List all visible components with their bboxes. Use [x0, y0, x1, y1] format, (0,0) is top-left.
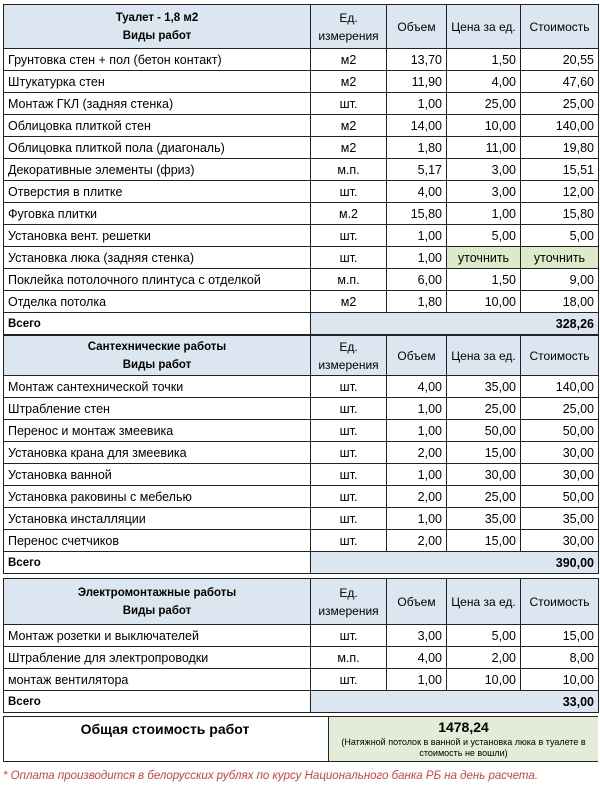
price-cell: уточнить — [447, 247, 521, 269]
price-cell: 4,00 — [447, 71, 521, 93]
table-row — [4, 508, 599, 530]
volume-cell: 2,00 — [387, 442, 447, 464]
header-unit: Ед. измерения — [311, 336, 387, 376]
unit-cell: м2 — [311, 115, 387, 137]
work-name-cell: Монтаж сантехнической точки — [4, 376, 311, 398]
unit-cell: шт. — [311, 464, 387, 486]
table-row — [4, 181, 599, 203]
price-cell: 35,00 — [447, 376, 521, 398]
volume-cell: 1,00 — [387, 669, 447, 691]
unit-cell: м.п. — [311, 647, 387, 669]
work-name-cell: Отверстия в плитке — [4, 181, 311, 203]
unit-cell: м2 — [311, 137, 387, 159]
volume-cell: 4,00 — [387, 181, 447, 203]
volume-cell: 13,70 — [387, 49, 447, 71]
work-name-cell: Установка ванной — [4, 464, 311, 486]
work-name-cell: Штукатурка стен — [4, 71, 311, 93]
cost-cell: 140,00 — [521, 115, 599, 137]
header-unit: Ед. измерения — [311, 5, 387, 49]
price-cell: 15,00 — [447, 530, 521, 552]
work-name-cell: Установка раковины с мебелью — [4, 486, 311, 508]
header-cost: Стоимость — [521, 336, 599, 376]
grand-total-label: Общая стоимость работ — [80, 721, 250, 737]
grand-total-cell — [328, 717, 598, 761]
unit-cell: шт. — [311, 442, 387, 464]
section-table — [3, 4, 599, 335]
unit-cell: шт. — [311, 247, 387, 269]
header-volume: Объем — [387, 5, 447, 49]
cost-cell: 19,80 — [521, 137, 599, 159]
table-row — [4, 420, 599, 442]
section-total-label: Всего — [4, 313, 311, 335]
cost-cell: уточнить — [521, 247, 599, 269]
table-row — [4, 115, 599, 137]
volume-cell: 6,00 — [387, 269, 447, 291]
volume-cell: 1,00 — [387, 225, 447, 247]
payment-footnote: * Оплата производится в белорусских рублях по курсу Национального банка РБ на день расчета. — [3, 770, 538, 782]
price-cell: 10,00 — [447, 669, 521, 691]
unit-cell: шт. — [311, 420, 387, 442]
section-table — [3, 335, 599, 574]
section-total-value: 328,26 — [311, 313, 599, 335]
price-cell: 35,00 — [447, 508, 521, 530]
cost-cell: 47,60 — [521, 71, 599, 93]
unit-cell: шт. — [311, 669, 387, 691]
work-name-cell: Установка вент. решетки — [4, 225, 311, 247]
table-row — [4, 486, 599, 508]
table-row — [4, 225, 599, 247]
price-cell: 25,00 — [447, 93, 521, 115]
price-cell: 1,00 — [447, 203, 521, 225]
header-price: Цена за ед. — [447, 579, 521, 625]
table-row — [4, 247, 599, 269]
work-name-cell: Облицовка плиткой пола (диагональ) — [4, 137, 311, 159]
table-row — [4, 398, 599, 420]
header-cost: Стоимость — [521, 5, 599, 49]
table-row — [4, 464, 599, 486]
volume-cell: 4,00 — [387, 647, 447, 669]
price-cell: 5,00 — [447, 625, 521, 647]
section-title: Электромонтажные работы — [77, 586, 237, 599]
table-row — [4, 647, 599, 669]
unit-cell: шт. — [311, 376, 387, 398]
unit-cell: м2 — [311, 49, 387, 71]
work-name-cell: Перенос и монтаж змеевика — [4, 420, 311, 442]
unit-cell: шт. — [311, 530, 387, 552]
unit-cell: шт. — [311, 398, 387, 420]
volume-cell: 1,00 — [387, 93, 447, 115]
section-title-cell — [4, 5, 311, 49]
work-name-cell: Перенос счетчиков — [4, 530, 311, 552]
table-row — [4, 291, 599, 313]
section-table — [3, 578, 599, 713]
work-name-cell: Монтаж ГКЛ (задняя стенка) — [4, 93, 311, 115]
section-title-cell — [4, 336, 311, 376]
unit-cell: м2 — [311, 71, 387, 93]
unit-cell: м2 — [311, 291, 387, 313]
cost-cell: 50,00 — [521, 486, 599, 508]
table-row — [4, 530, 599, 552]
cost-cell: 10,00 — [521, 669, 599, 691]
section-total-label: Всего — [4, 552, 311, 574]
header-cost: Стоимость — [521, 579, 599, 625]
work-name-cell: Отделка потолка — [4, 291, 311, 313]
work-name-cell: Установка люка (задняя стенка) — [4, 247, 311, 269]
section-total-label: Всего — [4, 691, 311, 713]
table-row — [4, 442, 599, 464]
table-row — [4, 269, 599, 291]
section-total-row — [4, 552, 599, 574]
cost-cell: 15,00 — [521, 625, 599, 647]
price-cell: 3,00 — [447, 159, 521, 181]
volume-cell: 14,00 — [387, 115, 447, 137]
volume-cell: 1,00 — [387, 420, 447, 442]
header-price: Цена за ед. — [447, 336, 521, 376]
work-name-cell: Монтаж розетки и выключателей — [4, 625, 311, 647]
cost-cell: 15,80 — [521, 203, 599, 225]
volume-cell: 1,00 — [387, 398, 447, 420]
volume-cell: 11,90 — [387, 71, 447, 93]
cost-cell: 25,00 — [521, 93, 599, 115]
section-title-cell — [4, 579, 311, 625]
price-cell: 5,00 — [447, 225, 521, 247]
price-cell: 3,00 — [447, 181, 521, 203]
header-unit: Ед. измерения — [311, 579, 387, 625]
work-name-cell: Установка крана для змеевика — [4, 442, 311, 464]
cost-cell: 15,51 — [521, 159, 599, 181]
cost-cell: 140,00 — [521, 376, 599, 398]
work-name-cell: Штрабление для электропроводки — [4, 647, 311, 669]
work-name-cell: Декоративные элементы (фриз) — [4, 159, 311, 181]
work-name-cell: монтаж вентилятора — [4, 669, 311, 691]
unit-cell: шт. — [311, 625, 387, 647]
unit-cell: шт. — [311, 508, 387, 530]
work-name-cell: Штрабление стен — [4, 398, 311, 420]
unit-cell: шт. — [311, 93, 387, 115]
price-cell: 30,00 — [447, 464, 521, 486]
section-title: Туалет - 1,8 м2 — [115, 11, 199, 24]
cost-cell: 30,00 — [521, 442, 599, 464]
volume-cell: 2,00 — [387, 530, 447, 552]
volume-cell: 1,00 — [387, 508, 447, 530]
grand-total-note: (Натяжной потолок в ванной и установка люка в туалете в стоимость не вошли) — [341, 737, 586, 758]
table-row — [4, 137, 599, 159]
price-cell: 1,50 — [447, 269, 521, 291]
cost-cell: 8,00 — [521, 647, 599, 669]
volume-cell: 1,80 — [387, 291, 447, 313]
header-volume: Объем — [387, 579, 447, 625]
price-cell: 25,00 — [447, 398, 521, 420]
unit-cell: м.п. — [311, 159, 387, 181]
work-types-label: Виды работ — [122, 29, 192, 42]
work-name-cell: Грунтовка стен + пол (бетон контакт) — [4, 49, 311, 71]
volume-cell: 4,00 — [387, 376, 447, 398]
header-volume: Объем — [387, 336, 447, 376]
cost-cell: 25,00 — [521, 398, 599, 420]
section-total-value: 390,00 — [311, 552, 599, 574]
grand-total-value: 1478,24 — [438, 719, 489, 735]
cost-cell: 20,55 — [521, 49, 599, 71]
volume-cell: 15,80 — [387, 203, 447, 225]
unit-cell: шт. — [311, 225, 387, 247]
cost-cell: 30,00 — [521, 530, 599, 552]
work-name-cell: Установка инсталляции — [4, 508, 311, 530]
section-title: Сантехнические работы — [87, 340, 227, 353]
price-cell: 50,00 — [447, 420, 521, 442]
price-cell: 2,00 — [447, 647, 521, 669]
volume-cell: 1,00 — [387, 464, 447, 486]
unit-cell: м.п. — [311, 269, 387, 291]
table-row — [4, 93, 599, 115]
table-row — [4, 669, 599, 691]
price-cell: 1,50 — [447, 49, 521, 71]
table-row — [4, 625, 599, 647]
price-cell: 11,00 — [447, 137, 521, 159]
table-row — [4, 159, 599, 181]
section-header-row — [4, 336, 599, 376]
work-name-cell: Поклейка потолочного плинтуса с отделкой — [4, 269, 311, 291]
volume-cell: 5,17 — [387, 159, 447, 181]
table-row — [4, 203, 599, 225]
unit-cell: м.2 — [311, 203, 387, 225]
work-name-cell: Облицовка плиткой стен — [4, 115, 311, 137]
volume-cell: 2,00 — [387, 486, 447, 508]
work-types-label: Виды работ — [122, 358, 192, 371]
cost-cell: 35,00 — [521, 508, 599, 530]
work-name-cell: Фуговка плитки — [4, 203, 311, 225]
table-row — [4, 71, 599, 93]
cost-cell: 5,00 — [521, 225, 599, 247]
grand-total-box — [3, 716, 598, 762]
volume-cell: 1,00 — [387, 247, 447, 269]
section-total-row — [4, 313, 599, 335]
cost-cell: 50,00 — [521, 420, 599, 442]
cost-cell: 30,00 — [521, 464, 599, 486]
header-price: Цена за ед. — [447, 5, 521, 49]
cost-cell: 9,00 — [521, 269, 599, 291]
price-cell: 10,00 — [447, 291, 521, 313]
volume-cell: 1,80 — [387, 137, 447, 159]
volume-cell: 3,00 — [387, 625, 447, 647]
section-total-value: 33,00 — [311, 691, 599, 713]
cost-cell: 18,00 — [521, 291, 599, 313]
section-header-row — [4, 5, 599, 49]
table-row — [4, 376, 599, 398]
section-total-row — [4, 691, 599, 713]
table-row — [4, 49, 599, 71]
price-cell: 25,00 — [447, 486, 521, 508]
work-types-label: Виды работ — [122, 604, 192, 617]
unit-cell: шт. — [311, 486, 387, 508]
unit-cell: шт. — [311, 181, 387, 203]
price-cell: 15,00 — [447, 442, 521, 464]
price-cell: 10,00 — [447, 115, 521, 137]
section-header-row — [4, 579, 599, 625]
cost-cell: 12,00 — [521, 181, 599, 203]
